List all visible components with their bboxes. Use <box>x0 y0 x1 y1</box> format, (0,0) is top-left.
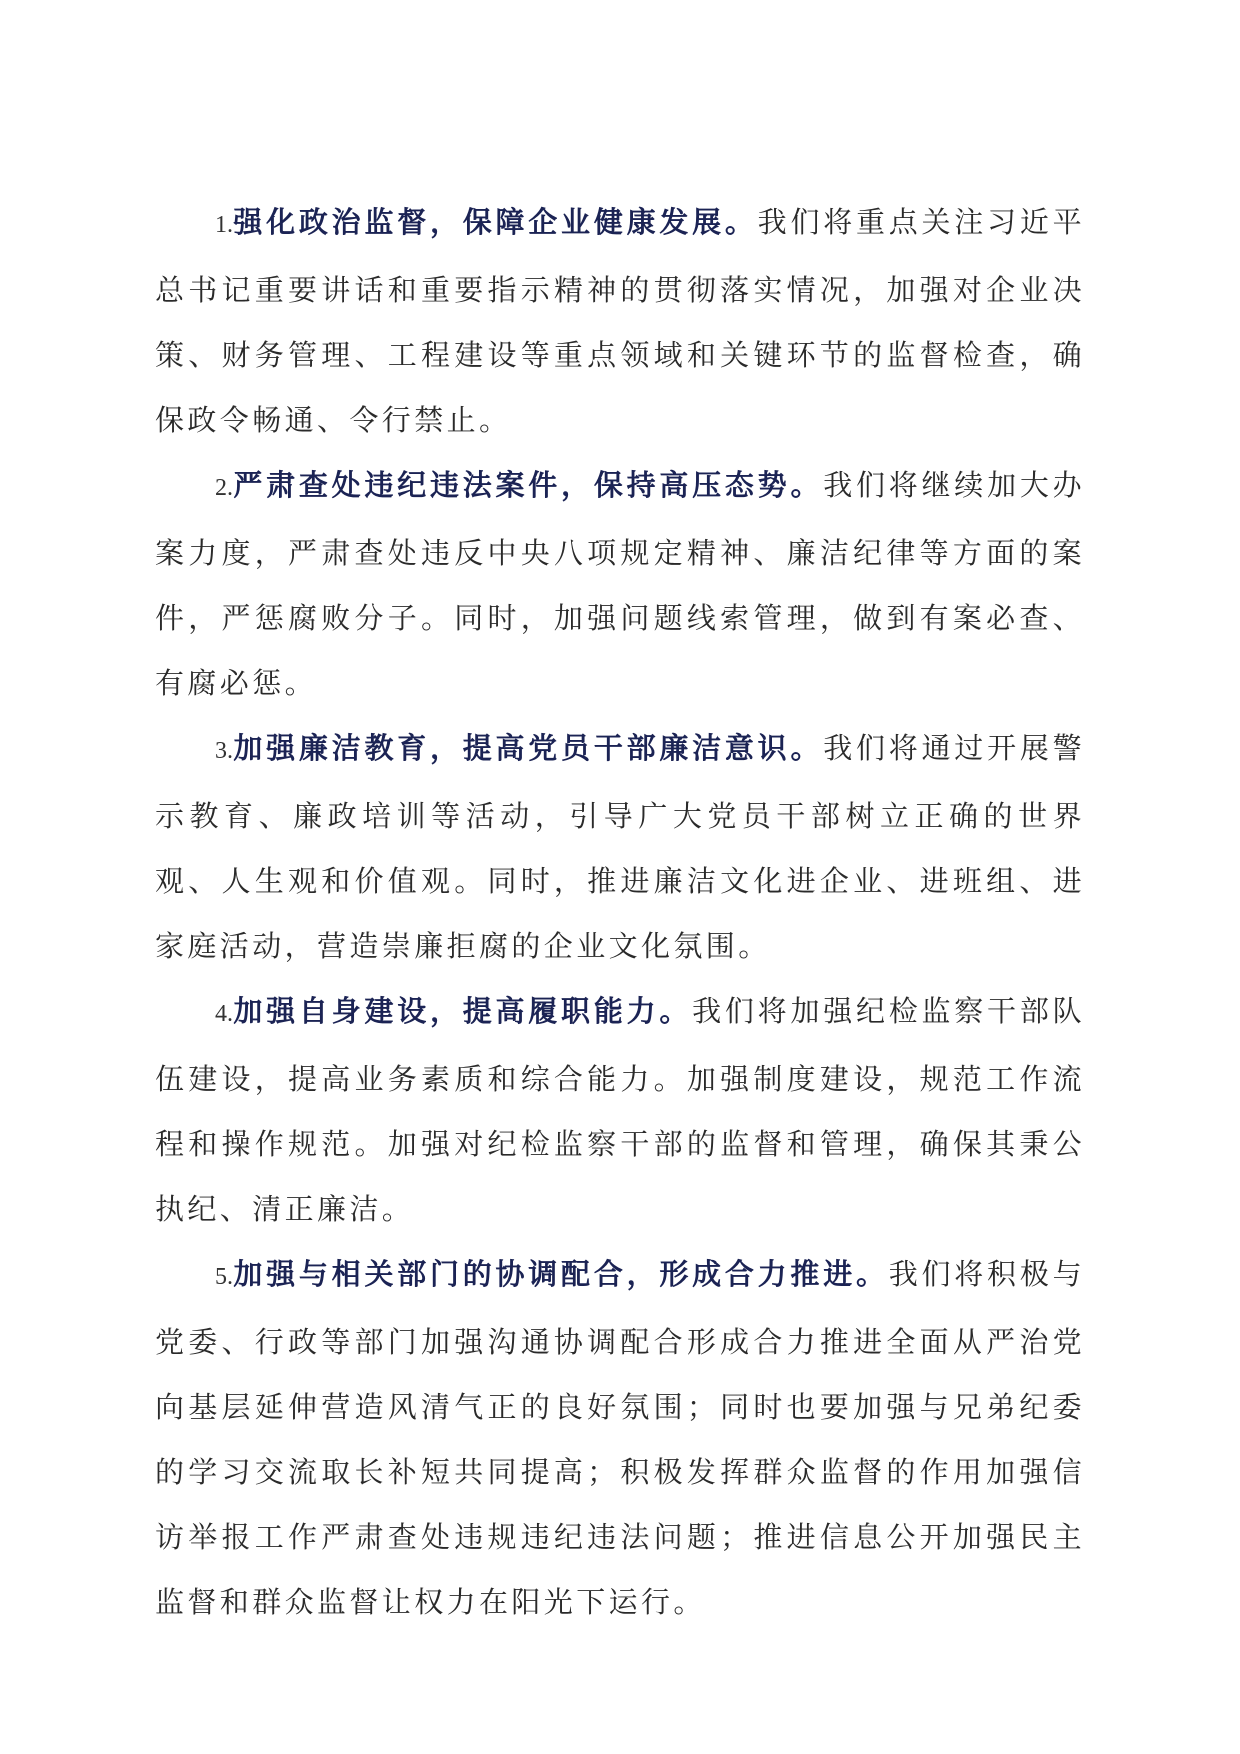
document-body <box>155 190 1085 1635</box>
item-body: 我们将重点关注习近平总书记重要讲话和重要指示精神的贯彻落实情况，加强对企业决策、财务管理、工程建设等重点领域和关键环节的监督检查，确保政令畅通、令行禁止。 <box>155 205 1085 437</box>
item-body: 我们将积极与党委、行政等部门加强沟通协调配合形成合力推进全面从严治党向基层延伸营造风清气正的良好氛围；同时也要加强与兄弟纪委的学习交流取长补短共同提高；积极发挥群众监督的作用加强信访举报工作严肃查处违规违纪违法问题；推进信息公开加强民主监督和群众监督让权力在阳光下运行。 <box>155 1257 1085 1619</box>
list-item <box>155 716 1085 979</box>
item-number: 5. <box>215 1264 233 1290</box>
item-number: 4. <box>215 1001 233 1027</box>
item-body: 我们将加强纪检监察干部队伍建设，提高业务素质和综合能力。加强制度建设，规范工作流程和操作规范。加强对纪检监察干部的监督和管理，确保其秉公执纪、清正廉洁。 <box>155 994 1085 1226</box>
item-number: 3. <box>215 738 233 764</box>
item-heading: 加强廉洁教育，提高党员干部廉洁意识。 <box>233 731 824 765</box>
list-item <box>155 1242 1085 1635</box>
item-heading: 加强与相关部门的协调配合，形成合力推进。 <box>233 1257 889 1291</box>
list-item <box>155 979 1085 1242</box>
item-number: 2. <box>215 475 233 501</box>
item-heading: 强化政治监督，保障企业健康发展。 <box>233 205 758 239</box>
item-body: 我们将通过开展警示教育、廉政培训等活动，引导广大党员干部树立正确的世界观、人生观和价值观。同时，推进廉洁文化进企业、进班组、进家庭活动，营造崇廉拒腐的企业文化氛围。 <box>155 731 1086 963</box>
item-heading: 严肃查处违纪违法案件，保持高压态势。 <box>233 468 824 502</box>
item-number: 1. <box>215 212 233 238</box>
item-body: 我们将继续加大办案力度，严肃查处违反中央八项规定精神、廉洁纪律等方面的案件，严惩腐败分子。同时，加强问题线索管理，做到有案必查、有腐必惩。 <box>155 468 1086 700</box>
list-item <box>155 453 1085 716</box>
list-item <box>155 190 1085 453</box>
item-heading: 加强自身建设，提高履职能力。 <box>233 994 693 1028</box>
